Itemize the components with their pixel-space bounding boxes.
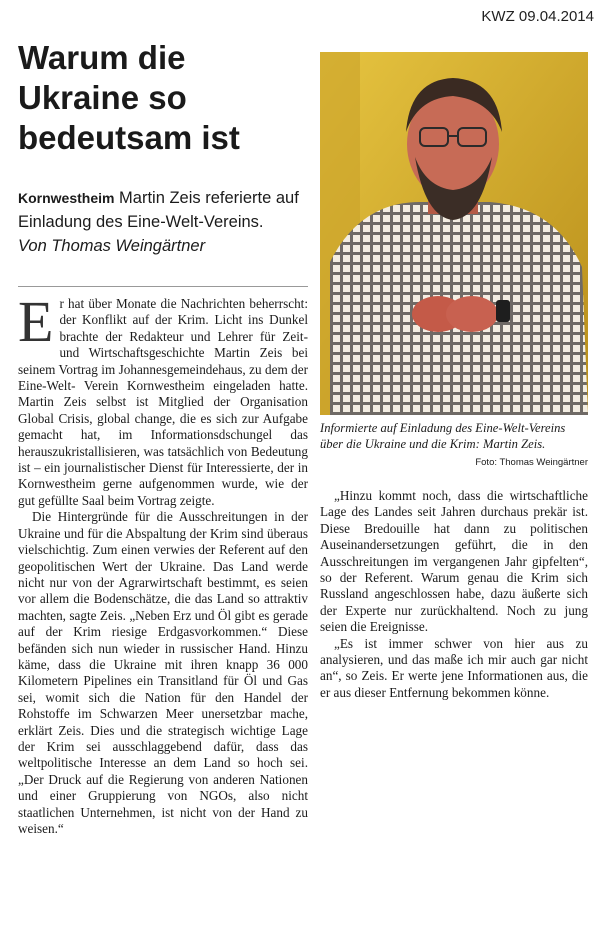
headline [18, 38, 308, 158]
photo-credit: Foto: Thomas Weingärtner [475, 457, 588, 468]
photo-caption [320, 421, 588, 471]
article-column-1 [18, 289, 308, 837]
dateline-location: Kornwestheim [18, 190, 115, 206]
drop-cap: E [18, 289, 54, 354]
body-paragraph-4: „Es ist immer schwer von hier aus zu analysieren, und das maße ich mir auch gar nicht an“, so Zeis. Er werte jene Informationen aus, die er aus dieser Entfernung bekommen könne. [320, 635, 588, 700]
speaker-photo-illustration [320, 52, 588, 415]
body-paragraph-2: Die Hintergründe für die Ausschreitungen in der Ukraine und für die Abspaltung der Krim sind überaus vielschichtig. Zum einen verwies der Referent auf den geopolitischen Wert der Ukraine. Das Land werde nicht nur von der Agrarwirtschaft bestimmt, es seien vor allem die Bodenschätze, die das Land so attraktiv machten, sagte Zeis. „Neben Erz und Öl gibt es gerade auf der Krim riesige Erdgasvorkommen.“ Diese befänden sich nun wieder in russischer Hand. Hinzu käme, dass die Ukraine mit ihren knapp 36 000 Kilometern Pipelines ein Transitland für Öl und Gas sei, womit sich die Nation für den Handel der Rohstoffe im Schwarzen Meer unersetzbar mache, erklärt Zeis. Dies und die strategisch wichtige Lage der Krim sei ausschlaggebend dafür, dass das weltpolitische Interesse an dem Land so hoch sei. „Der Druck auf die Regierung von anderen Nationen und einer Gruppierung von NGOs, also nicht staatlichen Unternehmen, ist nicht von der Hand zu weisen.“ [18, 509, 308, 836]
article-column-2 [320, 488, 588, 701]
headline-line-3: bedeutsam ist [18, 119, 240, 156]
body-paragraph-1 [18, 289, 308, 509]
body-paragraph-1-text: r hat über Monate die Nachrichten beherrscht: der Konflikt auf der Krim. Licht ins Dunkel brachte der Redakteur und Lehrer für Zeit- und Wirtschaftsgeschichte Martin Zeis bei seinem Vortrag im Johannesgemeindehaus, zu dem der Eine-Welt- Verein Kornwestheim eingeladen hatte. Martin Zeis selbst ist Mitglied der Organisation Global Crisis, global change, die es sich zur Aufgabe gemacht hat, im Informationsdschungel das herauszukristallisieren, was tatsächlich von Bedeutung ist – ein journalistischer Dienst für Interessierte, der in Kornwestheim gerne aufgenommen wurde, wie der gut gefüllte Saal beim Vortrag zeigte. [18, 296, 308, 508]
lead-paragraph [18, 186, 308, 258]
speaker-photo [320, 52, 588, 415]
headline-line-1: Warum die [18, 39, 186, 76]
byline: Von Thomas Weingärtner [18, 237, 206, 255]
lead-text: Martin Zeis referierte auf Einladung des Eine-Welt-Vereins. [18, 189, 299, 231]
photo-caption-text: Informierte auf Einladung des Eine-Welt-Vereins über die Ukraine und die Krim: Martin Zeis. [320, 421, 566, 451]
source-date-label: KWZ 09.04.2014 [481, 8, 594, 25]
divider [18, 286, 308, 287]
headline-line-2: Ukraine so [18, 79, 187, 116]
body-paragraph-3: „Hinzu kommt noch, dass die wirtschaftliche Lage des Landes seit Jahren durchaus prekär ist. Diese Bredouille hat dann zu politischen Auseinandersetzungen geführt, die in den Ausschreitungen im vergangenen Jahr gipfelten“, so der Referent. Warum genau die Krim sich Russland angeschlossen habe, dazu äußerte sich der Experte nur zurückhaltend. Noch zu jung seien die Ereignisse. [320, 488, 588, 635]
